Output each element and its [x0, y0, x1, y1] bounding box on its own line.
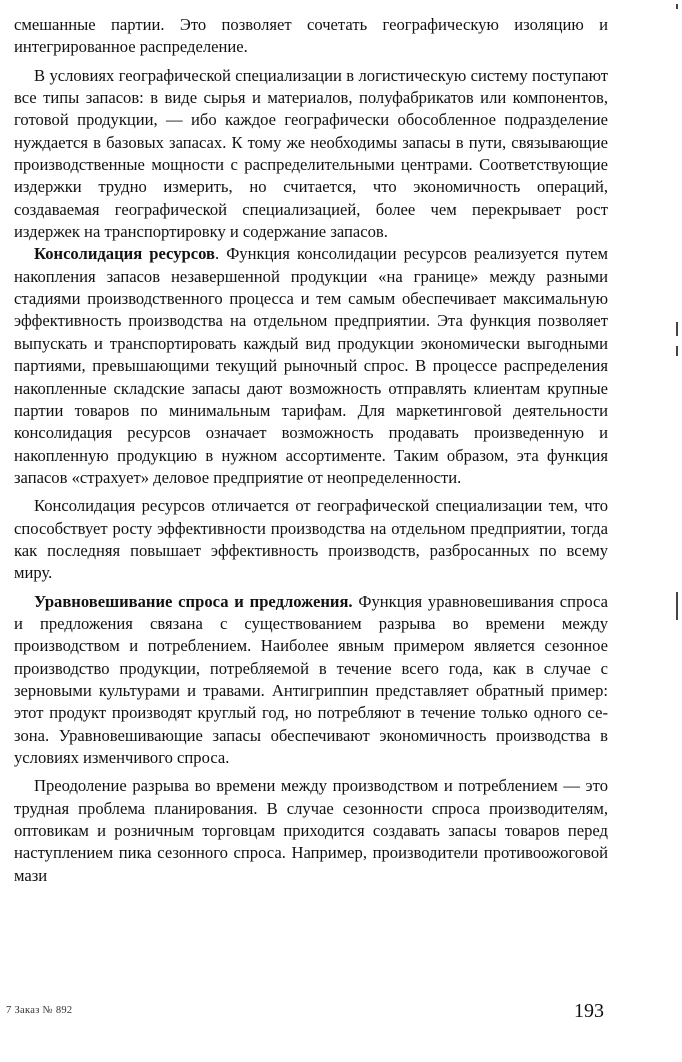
paragraph-3: [14, 243, 608, 489]
print-order-note: 7 Заказ № 892: [6, 1005, 73, 1016]
paragraph-1: [14, 14, 608, 59]
scan-margin-mark: [676, 322, 678, 336]
scan-margin-mark: [676, 4, 678, 9]
paragraph-2-body: В условиях географической специализации в логистическую систему поступают все типы запасов: в виде сырья и материалов, полуфабрикатов или компонентов, готовой продукции, — ибо каждое географически обособленное подразделение нуждается в базовых запасах. К тому же необходимы запасы в пути, связывающие производственные мощности с распределительными центрами. Соответствующие издержки трудно измерить, но считается, что экономичность операций, создаваемая географической специализацией, более чем перекрывает рост издержек на транспортировку и содержание запасов.: [14, 65, 608, 242]
paragraph-5: [14, 591, 608, 770]
scan-margin-mark: [676, 592, 678, 620]
paragraph-1-body: смешанные партии. Это позволяет сочетать географическую изоляцию и интегрированное распределение.: [14, 15, 608, 57]
paragraph-6: [14, 775, 608, 887]
scan-margin-mark: [676, 346, 678, 356]
paragraph-4-body: Консолидация ресурсов отличается от географической специализации тем, что способствует росту эффективности производства на отдельном предприятии, тогда как последняя повышает эффективность производств, разбросанных по всему миру.: [14, 496, 608, 583]
paragraph-6-body: Преодоление разрыва во времени между производством и потреблением — это трудная проблема планирования. В случае сезонности спроса производителям, оптовикам и розничным торговцам приходится создавать запасы товаров перед наступлением пика сезонного спроса. Например, производители противоожоговой мази: [14, 776, 608, 885]
page-number: 193: [574, 1000, 604, 1022]
paragraph-2: [14, 65, 608, 244]
page-text: [14, 14, 608, 887]
paragraph-3-lead: Консолидация ресурсов: [34, 244, 215, 264]
paragraph-5-lead: Уравновешивание спроса и предложения.: [34, 591, 353, 611]
paragraph-3-body: . Функция консолидации ресурсов реализуется путем накопления запасов незавершенной продукции «на границе» между разными стадиями производственного процесса и тем самым обеспечивает максимальную эффективность производства на отдельном предприятии. Эта функция позволяет выпускать и транспортировать каждый вид продукции экономически выгодными партиями, превышающими текущий рыночный спрос. В процессе распределения накопленные складские запасы дают возможность отправлять клиентам крупные партии товаров по минимальным тарифам. Для маркетинговой деятельности консолидация ресурсов означает возможность продавать произведенную и накопленную продукцию в нужном ассортименте. Таким образом, эта функция запасов «страхует» деловое предприятие от неопределенности.: [14, 244, 609, 487]
paragraph-5-body: Функция уравновешивания спроса и предложения связана с существованием разрыва во времени между производством и потреблением. Наиболее явным примером является сезонное производство продукции, потребляемой в течение всего года, как в случае с зерновыми культурами и травами. Антигриппин представляет обратный пример: этот продукт производят круглый год, но потребляют в течение только одного сезона. Уравновешивающие запасы обеспечивают экономичность производства в условиях изменчивого спроса.: [14, 591, 608, 767]
paragraph-4: [14, 495, 608, 584]
